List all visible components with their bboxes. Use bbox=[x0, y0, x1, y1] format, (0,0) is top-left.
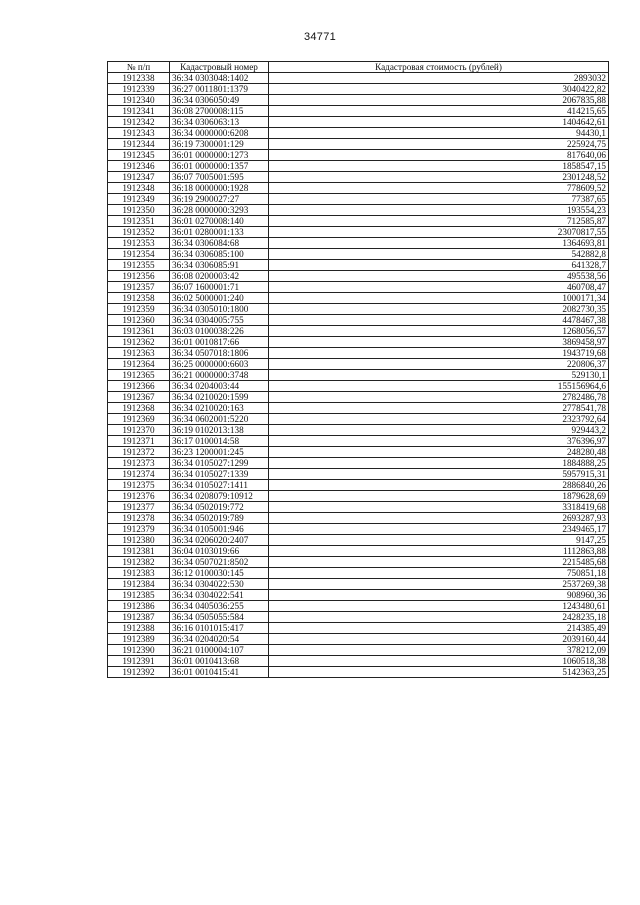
row-number-cell: 1912365 bbox=[108, 370, 170, 381]
cadastral-value-cell: 1858547,15 bbox=[269, 161, 609, 172]
cadastral-value-cell: 908960,36 bbox=[269, 590, 609, 601]
cadastral-number-cell: 36:34 0206020:2407 bbox=[170, 535, 269, 546]
cadastral-value-table bbox=[107, 61, 609, 678]
cadastral-value-cell: 2323792,64 bbox=[269, 414, 609, 425]
table-row bbox=[108, 359, 609, 370]
cadastral-number-cell: 36:03 0100038:226 bbox=[170, 326, 269, 337]
cadastral-number-cell: 36:19 0102013:138 bbox=[170, 425, 269, 436]
table-row bbox=[108, 491, 609, 502]
table-row bbox=[108, 106, 609, 117]
table-row bbox=[108, 95, 609, 106]
table-row bbox=[108, 634, 609, 645]
table-row bbox=[108, 667, 609, 678]
table-row bbox=[108, 546, 609, 557]
cadastral-value-cell: 460708,47 bbox=[269, 282, 609, 293]
row-number-cell: 1912374 bbox=[108, 469, 170, 480]
table-row bbox=[108, 502, 609, 513]
row-number-cell: 1912352 bbox=[108, 227, 170, 238]
row-number-cell: 1912391 bbox=[108, 656, 170, 667]
row-number-cell: 1912345 bbox=[108, 150, 170, 161]
cadastral-number-cell: 36:34 0502019:789 bbox=[170, 513, 269, 524]
table-row bbox=[108, 414, 609, 425]
cadastral-value-cell: 9147,25 bbox=[269, 535, 609, 546]
row-number-cell: 1912367 bbox=[108, 392, 170, 403]
row-number-cell: 1912350 bbox=[108, 205, 170, 216]
cadastral-value-cell: 376396,97 bbox=[269, 436, 609, 447]
cadastral-number-cell: 36:34 0306050:49 bbox=[170, 95, 269, 106]
column-header-cadastral-value: Кадастровая стоимость (рублей) bbox=[269, 62, 609, 73]
cadastral-number-cell: 36:19 7300001:129 bbox=[170, 139, 269, 150]
row-number-cell: 1912361 bbox=[108, 326, 170, 337]
cadastral-number-cell: 36:01 0010413:68 bbox=[170, 656, 269, 667]
row-number-cell: 1912349 bbox=[108, 194, 170, 205]
cadastral-number-cell: 36:16 0101015:417 bbox=[170, 623, 269, 634]
table-row bbox=[108, 326, 609, 337]
row-number-cell: 1912354 bbox=[108, 249, 170, 260]
row-number-cell: 1912392 bbox=[108, 667, 170, 678]
cadastral-value-cell: 495538,56 bbox=[269, 271, 609, 282]
table-row bbox=[108, 315, 609, 326]
cadastral-value-cell: 778609,52 bbox=[269, 183, 609, 194]
cadastral-value-cell: 2301248,52 bbox=[269, 172, 609, 183]
cadastral-number-cell: 36:34 0105027:1411 bbox=[170, 480, 269, 491]
table-row bbox=[108, 568, 609, 579]
table-row bbox=[108, 172, 609, 183]
row-number-cell: 1912371 bbox=[108, 436, 170, 447]
cadastral-value-cell: 1364693,81 bbox=[269, 238, 609, 249]
cadastral-value-cell: 1404642,61 bbox=[269, 117, 609, 128]
table-row bbox=[108, 304, 609, 315]
cadastral-number-cell: 36:25 0000000:6603 bbox=[170, 359, 269, 370]
cadastral-value-cell: 929443,2 bbox=[269, 425, 609, 436]
cadastral-value-cell: 2893032 bbox=[269, 73, 609, 84]
cadastral-number-cell: 36:17 0100014:58 bbox=[170, 436, 269, 447]
table-row bbox=[108, 271, 609, 282]
row-number-cell: 1912385 bbox=[108, 590, 170, 601]
cadastral-number-cell: 36:34 0105001:946 bbox=[170, 524, 269, 535]
cadastral-value-cell: 220806,37 bbox=[269, 359, 609, 370]
row-number-cell: 1912382 bbox=[108, 557, 170, 568]
row-number-cell: 1912379 bbox=[108, 524, 170, 535]
column-header-cadastral-number: Кадастровый номер bbox=[170, 62, 269, 73]
cadastral-number-cell: 36:34 0210020:1599 bbox=[170, 392, 269, 403]
cadastral-number-cell: 36:01 0000000:1273 bbox=[170, 150, 269, 161]
table-row bbox=[108, 381, 609, 392]
cadastral-number-cell: 36:34 0306063:13 bbox=[170, 117, 269, 128]
table-row bbox=[108, 117, 609, 128]
cadastral-number-cell: 36:01 0000000:1357 bbox=[170, 161, 269, 172]
cadastral-number-cell: 36:34 0507021:8502 bbox=[170, 557, 269, 568]
table-row bbox=[108, 227, 609, 238]
cadastral-number-cell: 36:18 0000000:1928 bbox=[170, 183, 269, 194]
cadastral-number-cell: 36:34 0306085:91 bbox=[170, 260, 269, 271]
cadastral-value-cell: 5142363,25 bbox=[269, 667, 609, 678]
table-row bbox=[108, 139, 609, 150]
cadastral-number-cell: 36:34 0208079:10912 bbox=[170, 491, 269, 502]
row-number-cell: 1912360 bbox=[108, 315, 170, 326]
table-row bbox=[108, 348, 609, 359]
row-number-cell: 1912348 bbox=[108, 183, 170, 194]
cadastral-number-cell: 36:34 0105027:1299 bbox=[170, 458, 269, 469]
table-row bbox=[108, 293, 609, 304]
table-row bbox=[108, 579, 609, 590]
table-row bbox=[108, 447, 609, 458]
cadastral-number-cell: 36:34 0505055:584 bbox=[170, 612, 269, 623]
cadastral-number-cell: 36:12 0100030:145 bbox=[170, 568, 269, 579]
row-number-cell: 1912381 bbox=[108, 546, 170, 557]
table-row bbox=[108, 612, 609, 623]
cadastral-value-cell: 1943719,68 bbox=[269, 348, 609, 359]
cadastral-value-cell: 641328,7 bbox=[269, 260, 609, 271]
cadastral-value-cell: 750851,18 bbox=[269, 568, 609, 579]
cadastral-value-cell: 414215,65 bbox=[269, 106, 609, 117]
row-number-cell: 1912369 bbox=[108, 414, 170, 425]
cadastral-number-cell: 36:34 0306084:68 bbox=[170, 238, 269, 249]
cadastral-value-cell: 3040422,82 bbox=[269, 84, 609, 95]
cadastral-number-cell: 36:28 0000000:3293 bbox=[170, 205, 269, 216]
cadastral-value-cell: 2782486,78 bbox=[269, 392, 609, 403]
cadastral-value-cell: 529130,1 bbox=[269, 370, 609, 381]
row-number-cell: 1912366 bbox=[108, 381, 170, 392]
row-number-cell: 1912340 bbox=[108, 95, 170, 106]
row-number-cell: 1912383 bbox=[108, 568, 170, 579]
table-row bbox=[108, 480, 609, 491]
table-row bbox=[108, 194, 609, 205]
cadastral-number-cell: 36:34 0210020:163 bbox=[170, 403, 269, 414]
row-number-cell: 1912389 bbox=[108, 634, 170, 645]
cadastral-value-cell: 1243480,61 bbox=[269, 601, 609, 612]
cadastral-value-cell: 2039160,44 bbox=[269, 634, 609, 645]
cadastral-value-cell: 193554,23 bbox=[269, 205, 609, 216]
table-row bbox=[108, 524, 609, 535]
row-number-cell: 1912362 bbox=[108, 337, 170, 348]
table-body bbox=[108, 73, 609, 678]
cadastral-value-cell: 2886840,26 bbox=[269, 480, 609, 491]
cadastral-value-cell: 2349465,17 bbox=[269, 524, 609, 535]
row-number-cell: 1912343 bbox=[108, 128, 170, 139]
cadastral-number-cell: 36:27 0011801:1379 bbox=[170, 84, 269, 95]
cadastral-value-cell: 225924,75 bbox=[269, 139, 609, 150]
row-number-cell: 1912355 bbox=[108, 260, 170, 271]
cadastral-value-cell: 94430,1 bbox=[269, 128, 609, 139]
row-number-cell: 1912357 bbox=[108, 282, 170, 293]
cadastral-value-cell: 542882,8 bbox=[269, 249, 609, 260]
cadastral-number-cell: 36:21 0000000:3748 bbox=[170, 370, 269, 381]
cadastral-number-cell: 36:34 0105027:1339 bbox=[170, 469, 269, 480]
cadastral-value-cell: 3869458,97 bbox=[269, 337, 609, 348]
cadastral-value-cell: 23070817,55 bbox=[269, 227, 609, 238]
row-number-cell: 1912388 bbox=[108, 623, 170, 634]
page-number: 34771 bbox=[303, 31, 337, 43]
table-row bbox=[108, 337, 609, 348]
table-row bbox=[108, 656, 609, 667]
row-number-cell: 1912378 bbox=[108, 513, 170, 524]
cadastral-value-cell: 2215485,68 bbox=[269, 557, 609, 568]
table-row bbox=[108, 128, 609, 139]
table-row bbox=[108, 216, 609, 227]
table-row bbox=[108, 458, 609, 469]
table-row bbox=[108, 623, 609, 634]
cadastral-number-cell: 36:34 0204020:54 bbox=[170, 634, 269, 645]
table-header-row bbox=[108, 62, 609, 73]
cadastral-value-cell: 2537269,38 bbox=[269, 579, 609, 590]
cadastral-value-cell: 3318419,68 bbox=[269, 502, 609, 513]
table-row bbox=[108, 282, 609, 293]
cadastral-number-cell: 36:34 0303048:1402 bbox=[170, 73, 269, 84]
cadastral-number-cell: 36:21 0100004:107 bbox=[170, 645, 269, 656]
cadastral-number-cell: 36:34 0304022:530 bbox=[170, 579, 269, 590]
row-number-cell: 1912380 bbox=[108, 535, 170, 546]
table-row bbox=[108, 161, 609, 172]
cadastral-value-cell: 1268056,57 bbox=[269, 326, 609, 337]
row-number-cell: 1912375 bbox=[108, 480, 170, 491]
cadastral-number-cell: 36:34 0602001:5220 bbox=[170, 414, 269, 425]
table-row bbox=[108, 249, 609, 260]
row-number-cell: 1912353 bbox=[108, 238, 170, 249]
row-number-cell: 1912373 bbox=[108, 458, 170, 469]
cadastral-number-cell: 36:34 0306085:100 bbox=[170, 249, 269, 260]
cadastral-number-cell: 36:34 0304005:755 bbox=[170, 315, 269, 326]
cadastral-value-cell: 2428235,18 bbox=[269, 612, 609, 623]
cadastral-number-cell: 36:07 1600001:71 bbox=[170, 282, 269, 293]
table-row bbox=[108, 260, 609, 271]
cadastral-value-cell: 1112863,88 bbox=[269, 546, 609, 557]
table-row bbox=[108, 370, 609, 381]
cadastral-value-cell: 2067835,88 bbox=[269, 95, 609, 106]
row-number-cell: 1912368 bbox=[108, 403, 170, 414]
cadastral-number-cell: 36:34 0502019:772 bbox=[170, 502, 269, 513]
row-number-cell: 1912387 bbox=[108, 612, 170, 623]
cadastral-number-cell: 36:08 2700008:115 bbox=[170, 106, 269, 117]
cadastral-value-cell: 5957915,31 bbox=[269, 469, 609, 480]
row-number-cell: 1912338 bbox=[108, 73, 170, 84]
table-row bbox=[108, 513, 609, 524]
row-number-cell: 1912351 bbox=[108, 216, 170, 227]
row-number-cell: 1912363 bbox=[108, 348, 170, 359]
row-number-cell: 1912372 bbox=[108, 447, 170, 458]
cadastral-value-cell: 2778541,78 bbox=[269, 403, 609, 414]
cadastral-value-cell: 712585,87 bbox=[269, 216, 609, 227]
cadastral-value-cell: 1884888,25 bbox=[269, 458, 609, 469]
cadastral-number-cell: 36:01 0010415:41 bbox=[170, 667, 269, 678]
table-row bbox=[108, 436, 609, 447]
table-row bbox=[108, 590, 609, 601]
row-number-cell: 1912342 bbox=[108, 117, 170, 128]
cadastral-number-cell: 36:34 0204003:44 bbox=[170, 381, 269, 392]
table-row bbox=[108, 425, 609, 436]
table-row bbox=[108, 601, 609, 612]
cadastral-value-cell: 378212,09 bbox=[269, 645, 609, 656]
cadastral-value-cell: 214385,49 bbox=[269, 623, 609, 634]
table-row bbox=[108, 150, 609, 161]
cadastral-number-cell: 36:04 0103019:66 bbox=[170, 546, 269, 557]
cadastral-value-cell: 77387,65 bbox=[269, 194, 609, 205]
table-row bbox=[108, 557, 609, 568]
table-row bbox=[108, 469, 609, 480]
cadastral-number-cell: 36:34 0304022:541 bbox=[170, 590, 269, 601]
table-row bbox=[108, 645, 609, 656]
table-row bbox=[108, 205, 609, 216]
cadastral-value-cell: 1000171,34 bbox=[269, 293, 609, 304]
cadastral-number-cell: 36:08 0200003:42 bbox=[170, 271, 269, 282]
cadastral-value-cell: 2082730,35 bbox=[269, 304, 609, 315]
row-number-cell: 1912347 bbox=[108, 172, 170, 183]
cadastral-value-cell: 155156964,6 bbox=[269, 381, 609, 392]
cadastral-value-cell: 248280,48 bbox=[269, 447, 609, 458]
cadastral-number-cell: 36:07 7005001:595 bbox=[170, 172, 269, 183]
cadastral-value-cell: 817640,06 bbox=[269, 150, 609, 161]
table-row bbox=[108, 238, 609, 249]
cadastral-number-cell: 36:34 0405036:255 bbox=[170, 601, 269, 612]
table-row bbox=[108, 84, 609, 95]
row-number-cell: 1912377 bbox=[108, 502, 170, 513]
cadastral-number-cell: 36:34 0507018:1806 bbox=[170, 348, 269, 359]
cadastral-value-cell: 1879628,69 bbox=[269, 491, 609, 502]
cadastral-number-cell: 36:19 2900027:27 bbox=[170, 194, 269, 205]
row-number-cell: 1912359 bbox=[108, 304, 170, 315]
cadastral-number-cell: 36:23 1200001:245 bbox=[170, 447, 269, 458]
column-header-number: № п/п bbox=[108, 62, 170, 73]
cadastral-value-cell: 4478467,38 bbox=[269, 315, 609, 326]
table-row bbox=[108, 183, 609, 194]
table-row bbox=[108, 73, 609, 84]
cadastral-number-cell: 36:01 0280001:133 bbox=[170, 227, 269, 238]
cadastral-value-cell: 1060518,38 bbox=[269, 656, 609, 667]
table-row bbox=[108, 392, 609, 403]
row-number-cell: 1912346 bbox=[108, 161, 170, 172]
cadastral-value-cell: 2693287,93 bbox=[269, 513, 609, 524]
cadastral-number-cell: 36:34 0000000:6208 bbox=[170, 128, 269, 139]
row-number-cell: 1912339 bbox=[108, 84, 170, 95]
row-number-cell: 1912364 bbox=[108, 359, 170, 370]
row-number-cell: 1912356 bbox=[108, 271, 170, 282]
row-number-cell: 1912344 bbox=[108, 139, 170, 150]
table-row bbox=[108, 403, 609, 414]
cadastral-number-cell: 36:01 0270008:140 bbox=[170, 216, 269, 227]
row-number-cell: 1912358 bbox=[108, 293, 170, 304]
cadastral-number-cell: 36:01 0010817:66 bbox=[170, 337, 269, 348]
row-number-cell: 1912341 bbox=[108, 106, 170, 117]
row-number-cell: 1912386 bbox=[108, 601, 170, 612]
row-number-cell: 1912370 bbox=[108, 425, 170, 436]
row-number-cell: 1912390 bbox=[108, 645, 170, 656]
cadastral-number-cell: 36:02 5000001:240 bbox=[170, 293, 269, 304]
table-row bbox=[108, 535, 609, 546]
cadastral-number-cell: 36:34 0305010:1800 bbox=[170, 304, 269, 315]
row-number-cell: 1912376 bbox=[108, 491, 170, 502]
row-number-cell: 1912384 bbox=[108, 579, 170, 590]
